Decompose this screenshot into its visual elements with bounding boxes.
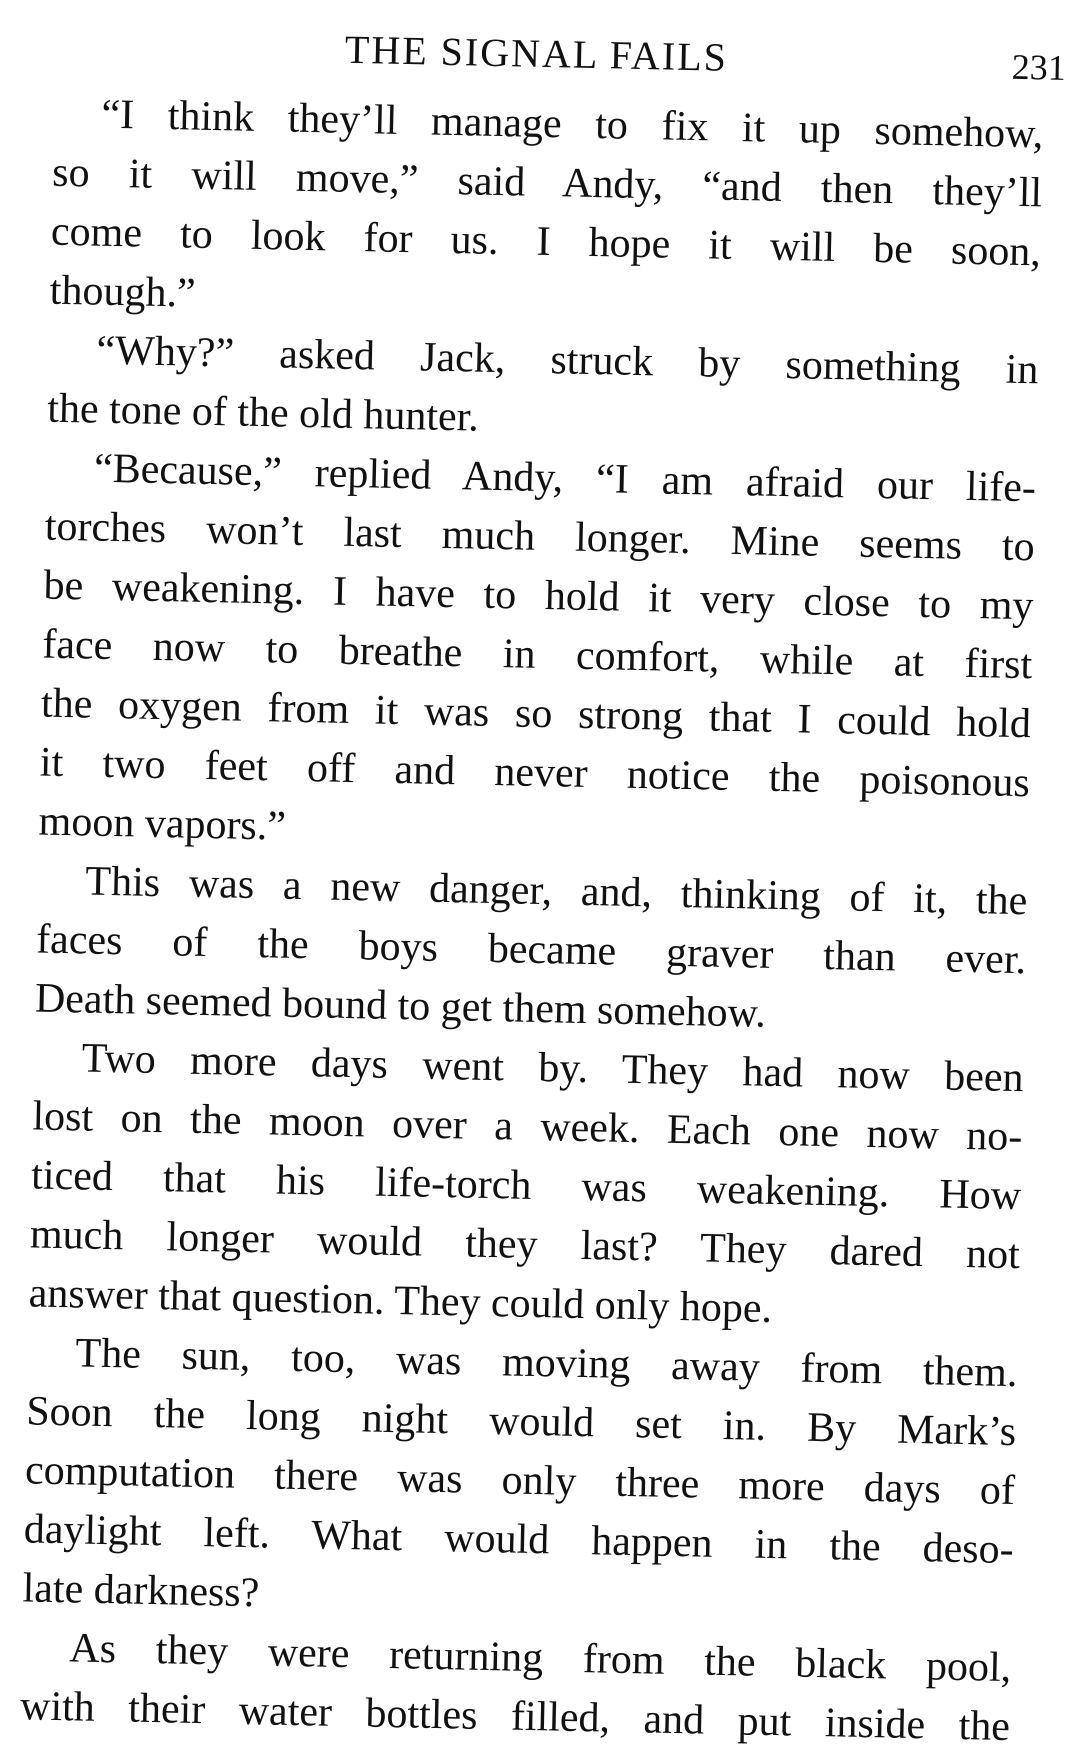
text-line: so it will move,” said Andy, “and then they’ll	[51, 149, 1043, 217]
text-line: “I think they’ll manage to fix it up somehow,	[101, 91, 1044, 158]
text-line: This was a new danger, and, thinking of it, the	[84, 858, 1028, 925]
text-line: moon vapors.”	[38, 798, 287, 850]
text-line: late darkness?	[22, 1565, 260, 1617]
text-line: be weakening. I have to hold it very close to my	[43, 562, 1034, 630]
text-line: come to look for us. I hope it will be soon,	[50, 208, 1042, 276]
text-line: much longer would they last? They dared not	[29, 1211, 1021, 1279]
text-line: daylight left. What would happen in the deso-	[23, 1506, 1015, 1574]
text-line: “Why?” asked Jack, struck by something in	[96, 327, 1039, 394]
text-line: answer that question. They could only hope.	[28, 1270, 773, 1332]
page-number: 231	[1011, 46, 1067, 88]
text-line: Soon the long night would set in. By Mark’s	[25, 1388, 1017, 1456]
text-line: face now to breathe in comfort, while at first	[41, 621, 1033, 689]
text-line: computation there was only three more days of	[24, 1447, 1016, 1515]
body-text	[20, 85, 1044, 1757]
text-line: “Because,” replied Andy, “I am afraid our life-	[93, 445, 1037, 512]
text-line: faces of the boys became graver than ever.	[35, 916, 1027, 984]
text-line: As they were returning from the black pool,	[68, 1625, 1012, 1692]
text-line: with their water bottles filled, and put inside the	[19, 1683, 1011, 1751]
page-header	[16, 11, 1076, 94]
text-line: lost on the moon over a week. Each one now no-	[32, 1093, 1023, 1161]
text-line: the tone of the old hunter.	[46, 385, 480, 441]
text-line: The sun, too, was moving away from them.	[75, 1330, 1018, 1397]
text-line: it two feet off and never notice the poisonous	[39, 739, 1031, 807]
text-line: ticed that his life-torch was weakening. How	[30, 1152, 1022, 1220]
running-title: THE SIGNAL FAILS	[344, 26, 729, 80]
text-line: Two more days went by. They had now been	[81, 1035, 1025, 1102]
text-line: Death seemed bound to get them somehow.	[34, 975, 767, 1037]
text-line: torches won’t last much longer. Mine seems to	[44, 503, 1036, 571]
text-line: though.”	[49, 267, 197, 317]
text-line: the oxygen from it was so strong that I could hold	[40, 680, 1032, 748]
